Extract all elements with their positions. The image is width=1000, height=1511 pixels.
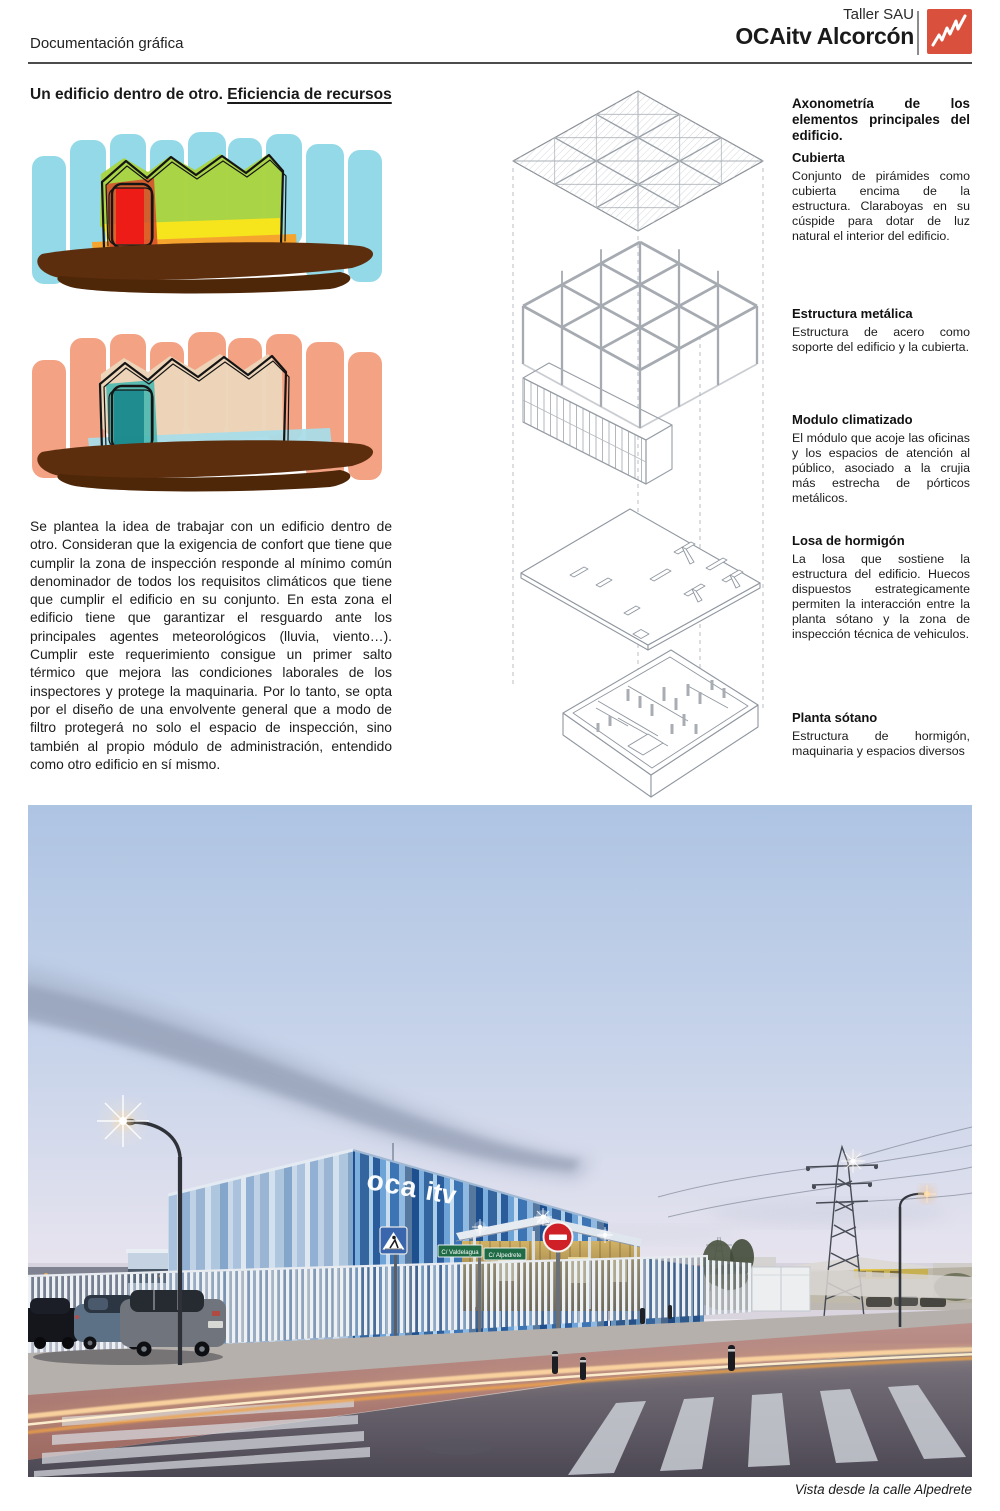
street-sign-1-text: C/ Valdelagua: [441, 1250, 479, 1256]
parked-cars: [28, 1290, 226, 1365]
annotation-heading: Losa de hormigón: [792, 533, 905, 548]
annotation-heading: Estructura metálica: [792, 306, 913, 321]
basement-drawing: [563, 650, 758, 797]
annotation-intro: Axonometría de los elementos principales del edificio.: [792, 96, 970, 143]
pyramid-ridges: [513, 91, 763, 231]
brand-divider: [917, 11, 919, 55]
concept-sketch-cool-core: [30, 326, 386, 504]
concrete-slab-drawing: [521, 509, 760, 650]
annotation-text: Estructura de hormigón, maquinaria y espacios diversos: [792, 729, 970, 758]
street-sign-2-text: C/ Alpedrete: [488, 1253, 522, 1259]
annotation-losa: [792, 533, 970, 641]
site-photograph: [28, 805, 972, 1477]
brand-block: [735, 6, 914, 50]
annotation-heading: Modulo climatizado: [792, 412, 913, 427]
body-paragraph: Se plantea la idea de trabajar con un edificio dentro de otro. Consideran que la exigencia de confort que tiene que cumplir la zona de inspección responde al mínimo común denominador de todos los requisitos climáticos que tiene que cumplir el edificio en su conjunto. En esta zona el edificio tiene que garantizar el resguardo ante los principales agentes meteorológicos (lluvia, viento…). Cumplir este requerimiento consigue un primer salto térmico que mejora las condiciones laborales de los inspectores y protege la maquinaria. Por lo tanto, se opta por el diseño de una envolvente general que a modo de filtro protegerá no solo el espacio de inspección, sino también al propio módulo de administración, entendido como otro edificio en sí mismo.: [30, 519, 392, 772]
annotation-text: Estructura de acero como soporte del edificio y la cubierta.: [792, 325, 970, 354]
header-rule: [28, 62, 972, 64]
ground-brush: [37, 440, 373, 491]
annotation-heading: Planta sótano: [792, 710, 878, 725]
annotation-sotano: [792, 710, 970, 759]
title-prefix: Un edificio dentro de otro.: [30, 86, 228, 103]
module-teal: [114, 390, 144, 446]
title-underlined: Eficiencia de recursos: [227, 86, 392, 103]
annotation-text: La losa que sostiene la estructura del edificio. Huecos dispuestos estrategicamente permiten la interacción entre la planta sótano y la zona de inspección técnica de vehiculos.: [792, 552, 970, 641]
page-title: [30, 86, 392, 104]
photo-caption: Vista desde la calle Alpedrete: [794, 1482, 972, 1497]
annotation-estructura: [792, 306, 970, 355]
annotation-modulo: [792, 412, 970, 506]
annotation-text: Conjunto de pirámides como cubierta encima de la estructura. Claraboyas en su cúspide para dotar de luz natural el interior del edificio.: [792, 169, 970, 243]
project-name: OCAitv Alcorcón: [735, 23, 914, 50]
module-red: [116, 188, 144, 244]
studio-logo: [927, 9, 972, 54]
logo-itv-text: itv: [423, 1175, 459, 1211]
logo-oca-text: oca: [364, 1164, 421, 1204]
car-grey-wagon: [120, 1290, 226, 1357]
studio-name: Taller SAU: [843, 6, 914, 23]
gate: [752, 1267, 810, 1311]
ground-brush: [37, 242, 373, 293]
pyramid-roof-drawing: [513, 91, 763, 231]
exploded-axonometric-diagram: [478, 86, 793, 798]
annotation-text: El módulo que acoje las oficinas y los espacios de atención al público, asociado a la crujia más estrecha de pórticos metálicos.: [792, 431, 970, 505]
document-type-label: Documentación gráfica: [30, 35, 184, 52]
road-patch: [424, 1439, 492, 1455]
concept-sketch-warm-core: [30, 126, 386, 308]
annotation-cubierta: [792, 150, 970, 244]
logo-zigzag-icon: [927, 9, 972, 54]
annotation-heading: Cubierta: [792, 150, 845, 165]
